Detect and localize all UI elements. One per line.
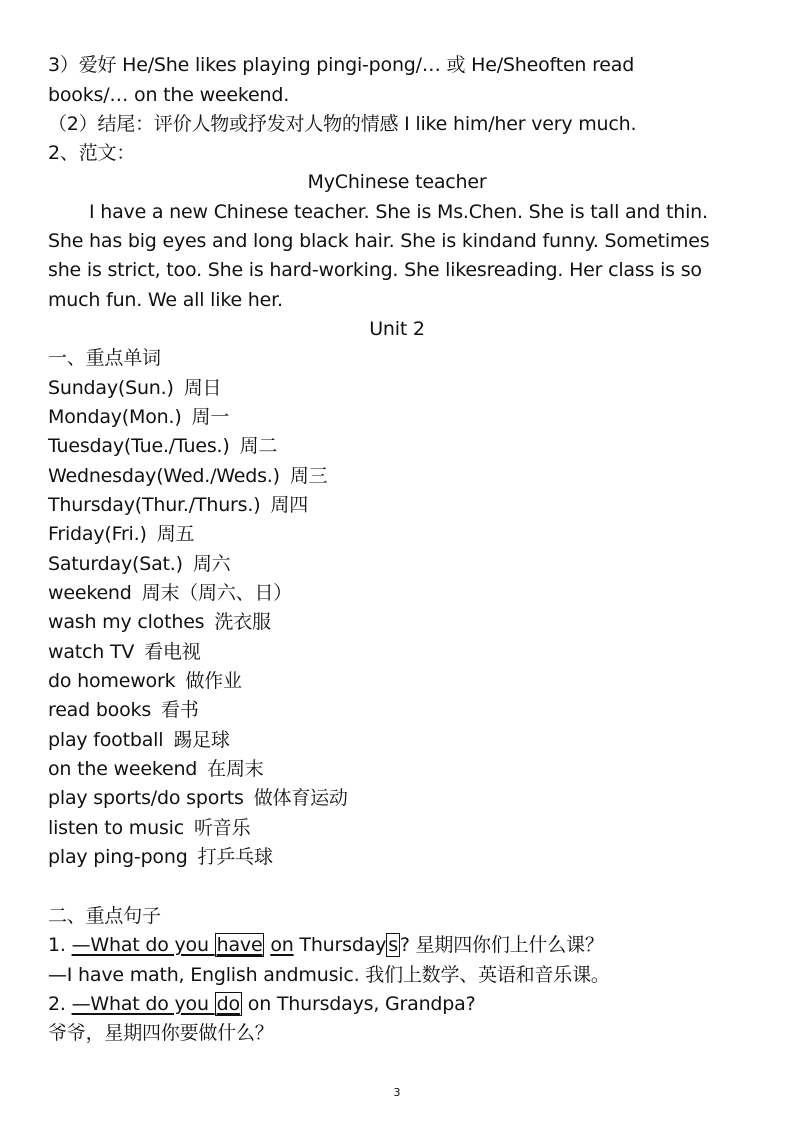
sentence-number: 1. bbox=[48, 934, 72, 956]
vocab-english: on the weekend bbox=[48, 758, 198, 780]
vocab-chinese: 周四 bbox=[270, 494, 309, 516]
sentence-1-question bbox=[48, 932, 604, 958]
vocab-chinese: 做体育运动 bbox=[253, 787, 348, 809]
intro-line-1: 3）爱好 He/She likes playing pingi-pong/… 或 He/Sheoften read bbox=[48, 54, 635, 76]
essay-line-3: she is strict, too. She is hard-working. She likesreading. Her class is so bbox=[48, 259, 702, 281]
sentence-1-answer: —I have math, English andmusic. 我们上数学、英语和音乐课。 bbox=[48, 964, 610, 986]
vocab-item bbox=[48, 844, 273, 870]
vocab-item bbox=[48, 433, 277, 459]
vocab-chinese: 周一 bbox=[191, 406, 230, 428]
unit-title: Unit 2 bbox=[369, 318, 425, 340]
boxed-word-do: do bbox=[216, 993, 240, 1015]
vocab-item bbox=[48, 404, 229, 430]
vocab-english: Saturday(Sat.) bbox=[48, 553, 183, 575]
essay-line-2: She has big eyes and long black hair. She is kindand funny. Sometimes bbox=[48, 230, 710, 252]
essay-line-1: I have a new Chinese teacher. She is Ms.Chen. She is tall and thin. bbox=[89, 201, 708, 223]
question-translation: ? 星期四你们上什么课？ bbox=[399, 934, 604, 956]
dash: — bbox=[71, 993, 91, 1015]
intro-line-2: books/… on the weekend. bbox=[48, 84, 290, 106]
vocab-english: Wednesday(Wed./Weds.) bbox=[48, 465, 280, 487]
vocab-chinese: 周六 bbox=[192, 553, 231, 575]
vocab-chinese: 周五 bbox=[156, 523, 195, 545]
vocab-chinese: 周二 bbox=[239, 435, 278, 457]
sentence-2-translation: 爷爷，星期四你要做什么？ bbox=[48, 1022, 274, 1044]
underlined-phrase: What do you bbox=[90, 993, 215, 1015]
vocab-english: Thursday(Thur./Thurs.) bbox=[48, 494, 261, 516]
vocab-item bbox=[48, 609, 271, 635]
vocab-english: play sports/do sports bbox=[48, 787, 244, 809]
vocab-item bbox=[48, 463, 327, 489]
boxed-letter-s: s bbox=[388, 934, 398, 956]
underlined-phrase: What do you bbox=[90, 934, 215, 956]
vocab-chinese: 周日 bbox=[183, 377, 222, 399]
vocab-english: Tuesday(Tue./Tues.) bbox=[48, 435, 230, 457]
vocab-item bbox=[48, 639, 201, 665]
sentences-heading: 二、重点句子 bbox=[48, 905, 161, 927]
vocab-english: Sunday(Sun.) bbox=[48, 377, 174, 399]
page-number: 3 bbox=[393, 1086, 401, 1099]
vocab-item bbox=[48, 697, 199, 723]
vocab-chinese: 在周末 bbox=[207, 758, 264, 780]
vocab-chinese: 洗衣服 bbox=[214, 611, 271, 633]
vocab-english: weekend bbox=[48, 582, 132, 604]
vocab-item bbox=[48, 815, 250, 841]
vocab-item bbox=[48, 375, 221, 401]
vocab-item bbox=[48, 727, 230, 753]
plain-text: Thursday bbox=[293, 934, 387, 956]
vocab-item bbox=[48, 668, 242, 694]
vocab-item bbox=[48, 756, 264, 782]
sample-heading: 2、范文： bbox=[48, 142, 136, 164]
underlined-word-on: on bbox=[270, 934, 294, 956]
vocab-item bbox=[48, 492, 308, 518]
vocab-chinese: 踢足球 bbox=[173, 729, 230, 751]
dash: — bbox=[71, 934, 91, 956]
essay-title: MyChinese teacher bbox=[307, 171, 487, 193]
vocab-english: play ping-pong bbox=[48, 846, 188, 868]
vocab-item bbox=[48, 785, 348, 811]
vocab-chinese: 打乒乓球 bbox=[197, 846, 273, 868]
vocab-chinese: 看书 bbox=[161, 699, 199, 721]
vocab-english: wash my clothes bbox=[48, 611, 205, 633]
vocab-chinese: 看电视 bbox=[144, 641, 201, 663]
boxed-word-have: have bbox=[216, 934, 263, 956]
vocab-english: read books bbox=[48, 699, 152, 721]
vocab-english: play football bbox=[48, 729, 164, 751]
vocab-item bbox=[48, 580, 292, 606]
essay-line-4: much fun. We all like her. bbox=[48, 289, 283, 311]
words-heading: 一、重点单词 bbox=[48, 347, 161, 369]
vocab-chinese: 做作业 bbox=[185, 670, 242, 692]
vocab-item bbox=[48, 521, 194, 547]
vocab-chinese: 听音乐 bbox=[193, 817, 251, 839]
vocab-chinese: 周三 bbox=[289, 465, 328, 487]
sentence-2-question bbox=[48, 991, 475, 1017]
vocab-chinese: 周末（周六、日） bbox=[141, 582, 293, 604]
vocab-item bbox=[48, 551, 230, 577]
vocab-english: Monday(Mon.) bbox=[48, 406, 182, 428]
sentence-number: 2. bbox=[48, 993, 72, 1015]
vocab-english: listen to music bbox=[48, 817, 184, 839]
intro-line-3: （2）结尾：评价人物或抒发对人物的情感 I like him/her very much. bbox=[48, 113, 637, 135]
vocab-english: Friday(Fri.) bbox=[48, 523, 147, 545]
vocab-english: watch TV bbox=[48, 641, 135, 663]
vocab-english: do homework bbox=[48, 670, 176, 692]
plain-text: on Thursdays, Grandpa? bbox=[241, 993, 476, 1015]
